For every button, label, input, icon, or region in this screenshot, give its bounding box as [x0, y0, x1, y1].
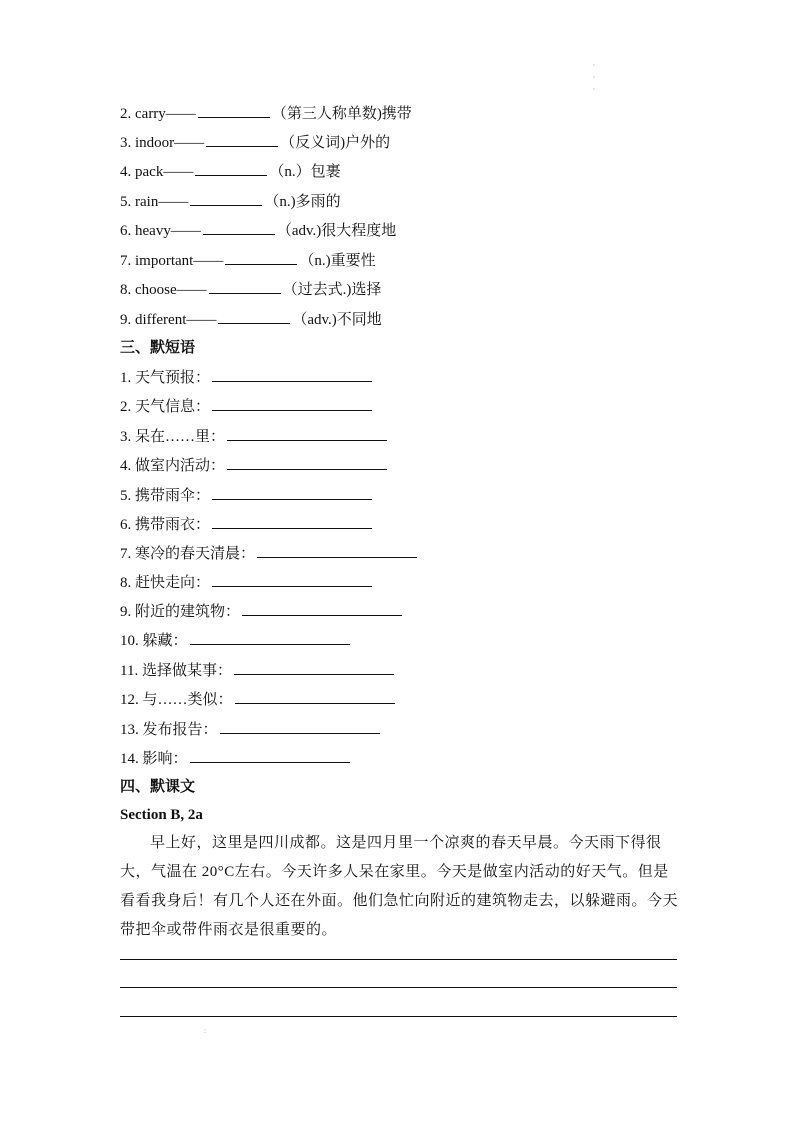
- phrase-item: [120, 689, 397, 710]
- phrase-item: [120, 396, 374, 417]
- passage-text: 早上好，这里是四川成都。这是四月里一个凉爽的春天早晨。今天雨下得很大，气温在 20°C左右。今天许多人呆在家里。今天是做室内活动的好天气。但是看看我身后！有几个人还在外面。他们急忙向附近的建筑物走去，以躲避雨。今天带把伞或带件雨衣是很重要的。: [120, 835, 679, 938]
- answer-blank[interactable]: [218, 309, 290, 324]
- answer-blank[interactable]: [190, 630, 350, 645]
- answer-blank[interactable]: [227, 455, 387, 470]
- item-word: indoor——: [135, 135, 205, 151]
- passage-label: Section B, 2a: [120, 807, 203, 823]
- phrase-text: 选择做某事：: [141, 663, 232, 679]
- phrase-item: [120, 367, 374, 388]
- answer-blank[interactable]: [203, 220, 275, 235]
- answer-blank[interactable]: [227, 426, 387, 441]
- phrase-text: 赶快走向：: [135, 575, 211, 591]
- phrase-item: [120, 455, 389, 476]
- answer-blank[interactable]: [209, 279, 281, 294]
- answer-blank[interactable]: [190, 748, 350, 763]
- item-number: 10.: [120, 633, 139, 649]
- answer-blank[interactable]: [212, 367, 372, 382]
- item-number: 4.: [120, 458, 132, 474]
- answer-blank[interactable]: [195, 161, 267, 176]
- phrase-item: [120, 748, 352, 769]
- phrase-item: [120, 630, 352, 651]
- phrase-item: [120, 543, 419, 564]
- answer-blank[interactable]: [257, 543, 417, 558]
- item-number: 9.: [120, 312, 132, 328]
- phrase-text: 做室内活动：: [135, 458, 226, 474]
- item-number: 5.: [120, 488, 132, 504]
- section-heading-passage: 四、默课文: [120, 779, 196, 795]
- phrase-item: [120, 426, 389, 447]
- item-number: 4.: [120, 164, 132, 180]
- item-hint: （n.）包裹: [269, 164, 341, 180]
- answer-blank[interactable]: [206, 132, 278, 147]
- answer-blank[interactable]: [225, 250, 297, 265]
- answer-blank[interactable]: [190, 191, 262, 206]
- item-hint: （n.)重要性: [299, 253, 376, 269]
- phrase-text: 天气预报：: [135, 370, 211, 386]
- item-number: 11.: [120, 663, 139, 679]
- item-number: 2.: [120, 399, 132, 415]
- item-number: 2.: [120, 106, 132, 122]
- phrase-text: 呆在……里：: [135, 429, 226, 445]
- section-heading-phrases: 三、默短语: [120, 340, 196, 356]
- item-word: pack——: [135, 164, 194, 180]
- item-hint: （反义词)户外的: [280, 135, 391, 151]
- phrase-text: 携带雨衣：: [135, 517, 211, 533]
- item-hint: （过去式.)选择: [282, 282, 382, 298]
- answer-blank[interactable]: [212, 485, 372, 500]
- answer-blank[interactable]: [212, 514, 372, 529]
- phrase-text: 发布报告：: [142, 722, 218, 738]
- answer-blank[interactable]: [198, 103, 270, 118]
- item-number: 9.: [120, 604, 132, 620]
- phrase-item: [120, 601, 404, 622]
- answer-blank[interactable]: [212, 572, 372, 587]
- item-number: 12.: [120, 692, 139, 708]
- item-word: heavy——: [135, 223, 201, 239]
- item-number: 7.: [120, 253, 132, 269]
- corner-dots: · · ·: [592, 61, 596, 94]
- item-number: 6.: [120, 517, 132, 533]
- item-number: 5.: [120, 194, 132, 210]
- item-word: choose——: [135, 282, 207, 298]
- phrase-item: [120, 485, 374, 506]
- answer-blank[interactable]: [234, 660, 394, 675]
- writing-line[interactable]: [120, 1016, 677, 1017]
- item-number: 7.: [120, 546, 132, 562]
- phrase-item: [120, 719, 382, 740]
- item-number: 8.: [120, 282, 132, 298]
- answer-blank[interactable]: [220, 719, 380, 734]
- phrase-text: 附近的建筑物：: [135, 604, 241, 620]
- item-number: 6.: [120, 223, 132, 239]
- answer-blank[interactable]: [212, 396, 372, 411]
- word-form-item: [120, 279, 381, 300]
- answer-blank[interactable]: [242, 601, 402, 616]
- item-number: 8.: [120, 575, 132, 591]
- phrase-item: [120, 514, 374, 535]
- item-word: carry——: [135, 106, 196, 122]
- phrase-text: 携带雨伞：: [135, 488, 211, 504]
- phrase-text: 与……类似：: [142, 692, 233, 708]
- phrase-text: 寒冷的春天清晨：: [135, 546, 256, 562]
- item-hint: （adv.)不同地: [292, 312, 382, 328]
- phrase-item: [120, 660, 396, 681]
- footer-mark: :: [204, 1027, 206, 1035]
- phrase-text: 影响：: [142, 751, 188, 767]
- writing-line[interactable]: [120, 987, 677, 988]
- item-word: important——: [135, 253, 224, 269]
- item-hint: （adv.)很大程度地: [276, 223, 397, 239]
- phrase-text: 天气信息：: [135, 399, 211, 415]
- word-form-item: [120, 250, 376, 271]
- word-form-item: [120, 191, 341, 212]
- phrase-text: 躲藏：: [142, 633, 188, 649]
- item-hint: （n.)多雨的: [264, 194, 341, 210]
- item-number: 3.: [120, 429, 132, 445]
- item-number: 1.: [120, 370, 132, 386]
- word-form-item: [120, 309, 382, 330]
- item-word: rain——: [135, 194, 189, 210]
- word-form-item: [120, 132, 390, 153]
- item-hint: （第三人称单数)携带: [271, 106, 412, 122]
- item-number: 13.: [120, 722, 139, 738]
- item-number: 3.: [120, 135, 132, 151]
- word-form-item: [120, 220, 396, 241]
- word-form-item: [120, 103, 412, 124]
- item-word: different——: [135, 312, 217, 328]
- item-number: 14.: [120, 751, 139, 767]
- word-form-item: [120, 161, 341, 182]
- writing-line[interactable]: [120, 959, 677, 960]
- phrase-item: [120, 572, 374, 593]
- answer-blank[interactable]: [235, 689, 395, 704]
